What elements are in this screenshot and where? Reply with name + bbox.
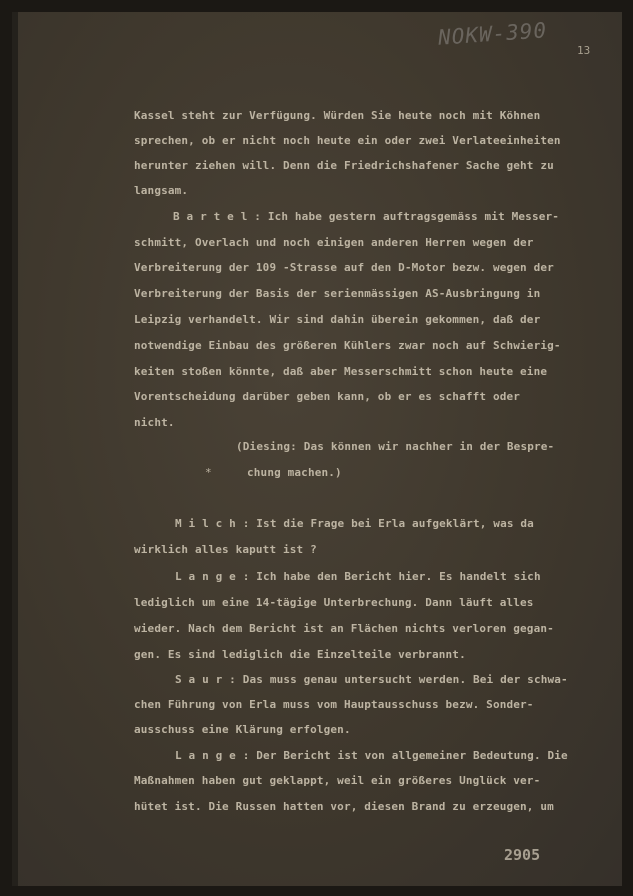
text-line: sprechen, ob er nicht noch heute ein oder zwei Verlateeinheiten — [134, 134, 561, 147]
text-line: herunter ziehen will. Denn die Friedrichshafener Sache geht zu — [134, 159, 554, 172]
page-number: 13 — [577, 44, 591, 57]
text-line: Leipzig verhandelt. Wir sind dahin überein gekommen, daß der — [134, 313, 541, 326]
text-line: chen Führung von Erla muss vom Hauptausschuss bezw. Sonder- — [134, 698, 534, 711]
text-line: L a n g e : Der Bericht ist von allgemeiner Bedeutung. Die — [175, 749, 568, 762]
text-line: Vorentscheidung darüber geben kann, ob er es schafft oder — [134, 390, 521, 403]
text-line: L a n g e : Ich habe den Bericht hier. Es handelt sich — [175, 570, 541, 583]
text-line: notwendige Einbau des größeren Kühlers zwar noch auf Schwierig- — [134, 339, 561, 352]
text-line: S a u r : Das muss genau untersucht werden. Bei der schwa- — [175, 673, 568, 686]
text-line: Verbreiterung der 109 -Strasse auf den D-Motor bezw. wegen der — [134, 261, 554, 274]
text-line: gen. Es sind lediglich die Einzelteile verbrannt. — [134, 648, 466, 661]
text-line: ausschuss eine Klärung erfolgen. — [134, 723, 351, 736]
archive-stamp: NOKW-390 — [437, 18, 548, 50]
text-line: wieder. Nach dem Bericht ist an Flächen nichts verloren gegan- — [134, 622, 554, 635]
text-line: chung machen.) — [247, 466, 342, 479]
text-line: schmitt, Overlach und noch einigen anderen Herren wegen der — [134, 236, 534, 249]
text-line: (Diesing: Das können wir nachher in der Bespre- — [236, 440, 555, 453]
text-line: Verbreiterung der Basis der serienmässigen AS-Ausbringung in — [134, 287, 541, 300]
text-line: wirklich alles kaputt ist ? — [134, 543, 317, 556]
text-line: nicht. — [134, 416, 175, 429]
text-line: M i l c h : Ist die Frage bei Erla aufgeklärt, was da — [175, 517, 534, 530]
text-line: lediglich um eine 14-tägige Unterbrechung. Dann läuft alles — [134, 596, 534, 609]
text-line: hütet ist. Die Russen hatten vor, diesen Brand zu erzeugen, um — [134, 800, 554, 813]
text-line: langsam. — [134, 184, 189, 197]
typed-asterisk-mark: * — [205, 466, 212, 479]
text-line: Kassel steht zur Verfügung. Würden Sie heute noch mit Köhnen — [134, 109, 541, 122]
text-line: Maßnahmen haben gut geklappt, weil ein größeres Unglück ver- — [134, 774, 541, 787]
document-number: 2905 — [504, 846, 541, 864]
text-line: B a r t e l : Ich habe gestern auftragsgemäss mit Messer- — [173, 210, 560, 223]
text-line: keiten stoßen könnte, daß aber Messerschmitt schon heute eine — [134, 365, 548, 378]
